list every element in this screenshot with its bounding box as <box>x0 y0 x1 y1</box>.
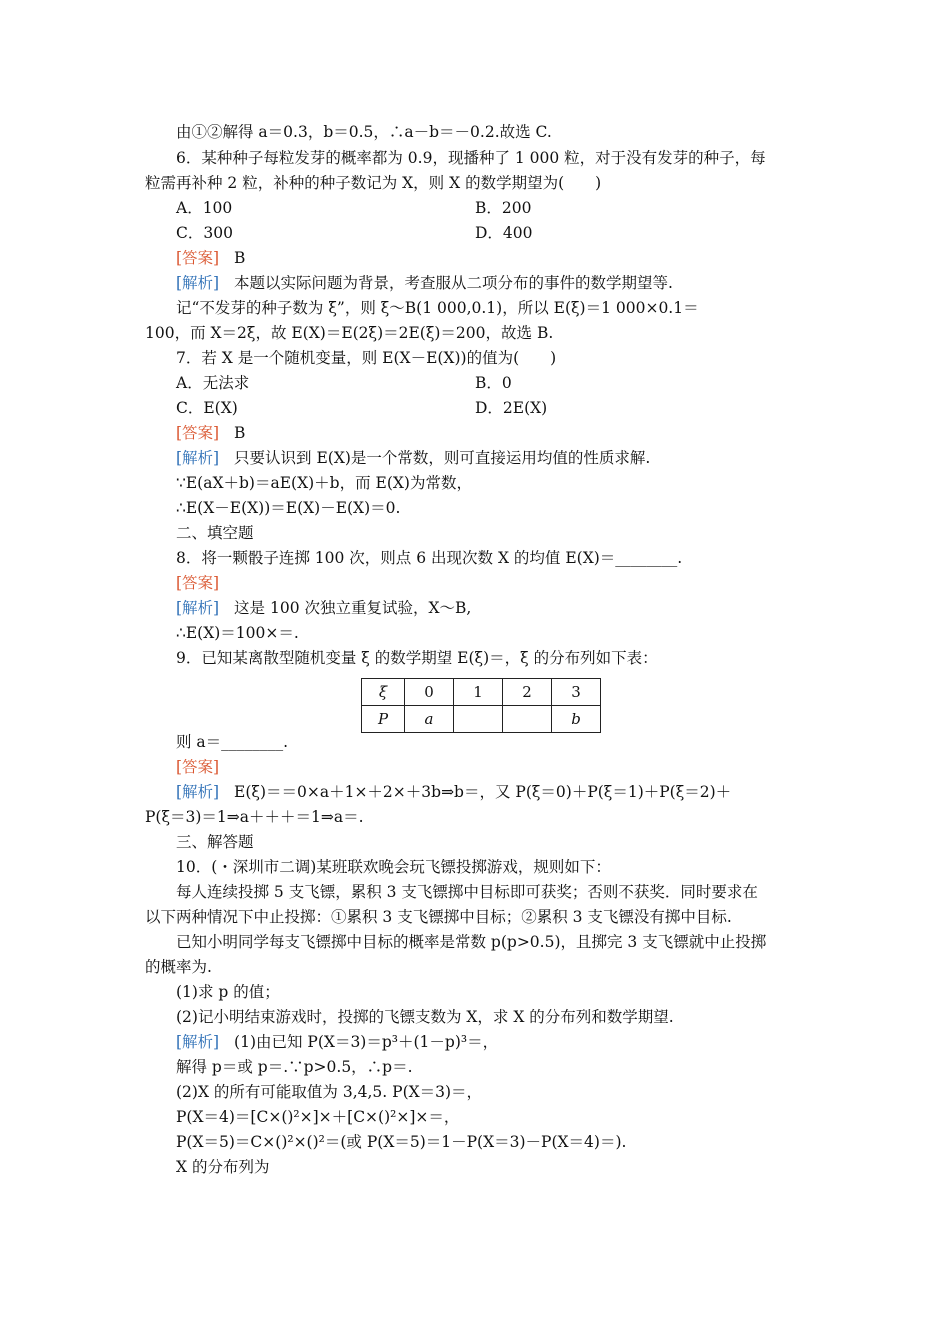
text-line: 记“不发芽的种子数为 ξ”，则 ξ～B(1 000,0.1)，所以 E(ξ)＝1 000×0.1＝ <box>176 299 699 317</box>
answer-value: B <box>234 424 246 442</box>
text-line: 的概率为. <box>145 958 212 976</box>
table-cell: b <box>552 706 601 733</box>
table-cell: 2 <box>503 679 552 706</box>
text-line: ∴E(X)＝100×＝. <box>176 624 299 642</box>
table-cell <box>503 706 552 733</box>
question-6: 6．某种种子每粒发芽的概率都为 0.9，现播种了 1 000 粒，对于没有发芽的种子，每 <box>176 149 766 167</box>
analysis-line <box>176 448 650 468</box>
option-b: B．200 <box>475 199 532 217</box>
table-cell: 0 <box>405 679 454 706</box>
analysis-line <box>176 598 471 618</box>
table-cell: 3 <box>552 679 601 706</box>
answer-line <box>176 248 245 268</box>
analysis-line <box>176 782 731 802</box>
analysis-line <box>176 273 673 293</box>
option-a: A．无法求 <box>176 374 250 392</box>
option-c: C．300 <box>176 224 233 242</box>
analysis-text: 本题以实际问题为背景，考查服从二项分布的事件的数学期望等. <box>234 274 673 292</box>
question-7: 7．若 X 是一个随机变量，则 E(X－E(X))的值为( ) <box>176 349 557 367</box>
text-line: ∵E(aX＋b)＝aE(X)＋b，而 E(X)为常数， <box>176 474 472 492</box>
answer-tag: [答案] <box>176 424 220 442</box>
table-cell: ξ <box>362 679 405 706</box>
text-line: 已知小明同学每支飞镖掷中目标的概率是常数 p(p>0.5)，且掷完 3 支飞镖就中止投掷 <box>176 933 767 951</box>
option-a: A．100 <box>176 199 233 217</box>
text-line: P(X＝5)＝C×()²×()²＝(或 P(X＝5)＝1－P(X＝3)－P(X＝4)＝). <box>176 1133 627 1151</box>
analysis-tag: [解析] <box>176 783 220 801</box>
analysis-text: 这是 100 次独立重复试验，X～B, <box>234 599 472 617</box>
question-9: 9．已知某离散型随机变量 ξ 的数学期望 E(ξ)＝，ξ 的分布列如下表： <box>176 649 658 667</box>
analysis-line <box>176 1032 498 1052</box>
distribution-table <box>361 678 601 733</box>
text-line: (1)求 p 的值； <box>176 983 280 1001</box>
text-line: 粒需再补种 2 粒，补种的种子数记为 X，则 X 的数学期望为( ) <box>145 174 602 192</box>
table-row <box>362 679 601 706</box>
option-c: C．E(X) <box>176 399 238 417</box>
analysis-tag: [解析] <box>176 599 220 617</box>
text-line: X 的分布列为 <box>176 1158 270 1176</box>
analysis-text: 只要认识到 E(X)是一个常数，则可直接运用均值的性质求解. <box>234 449 651 467</box>
section-heading: 三、解答题 <box>176 833 254 851</box>
answer-tag: [答案] <box>176 249 220 267</box>
section-heading: 二、填空题 <box>176 524 254 542</box>
text-line: (2)记小明结束游戏时，投掷的飞镖支数为 X，求 X 的分布列和数学期望. <box>176 1008 674 1026</box>
analysis-text: E(ξ)＝＝0×a＋1×＋2×＋3b⇒b＝，又 P(ξ＝0)＋P(ξ＝1)＋P(ξ＝2)＋ <box>234 783 732 801</box>
table-cell <box>454 706 503 733</box>
text-line: 解得 p＝或 p＝.∵p>0.5，∴p＝. <box>176 1058 413 1076</box>
answer-tag: [答案] <box>176 574 220 592</box>
option-d: D．2E(X) <box>475 399 548 417</box>
option-b: B．0 <box>475 374 512 392</box>
text-line: P(X＝4)＝[C×()²×]×＋[C×()²×]×＝， <box>176 1108 460 1126</box>
text-line: 则 a＝________. <box>176 733 289 751</box>
text-line: (2)X 的所有可能取值为 3,4,5. P(X＝3)＝， <box>176 1083 483 1101</box>
analysis-tag: [解析] <box>176 274 220 292</box>
table-cell: P <box>362 706 405 733</box>
analysis-tag: [解析] <box>176 1033 220 1051</box>
analysis-text: (1)由已知 P(X＝3)＝p³＋(1－p)³＝， <box>234 1033 499 1051</box>
question-10: 10．(・深圳市二调)某班联欢晚会玩飞镖投掷游戏，规则如下： <box>176 858 611 876</box>
answer-tag: [答案] <box>176 758 220 776</box>
analysis-tag: [解析] <box>176 449 220 467</box>
text-line: ∴E(X－E(X))＝E(X)－E(X)＝0. <box>176 499 401 517</box>
text-line: 由①②解得 a＝0.3，b＝0.5，∴a－b＝－0.2.故选 C. <box>176 123 552 141</box>
table-cell: 1 <box>454 679 503 706</box>
answer-value: B <box>234 249 246 267</box>
text-line: P(ξ＝3)＝1⇒a＋＋＋＝1⇒a＝. <box>145 808 364 826</box>
text-line: 每人连续投掷 5 支飞镖，累积 3 支飞镖掷中目标即可获奖；否则不获奖．同时要求在 <box>176 883 758 901</box>
question-8: 8．将一颗骰子连掷 100 次，则点 6 出现次数 X 的均值 E(X)＝________. <box>176 549 683 567</box>
answer-line <box>176 423 245 443</box>
option-d: D．400 <box>475 224 533 242</box>
table-cell: a <box>405 706 454 733</box>
text-line: 100，而 X＝2ξ，故 E(X)＝E(2ξ)＝2E(ξ)＝200，故选 B. <box>145 324 554 342</box>
table-row <box>362 706 601 733</box>
text-line: 以下两种情况下中止投掷：①累积 3 支飞镖掷中目标；②累积 3 支飞镖没有掷中目标. <box>145 908 732 926</box>
